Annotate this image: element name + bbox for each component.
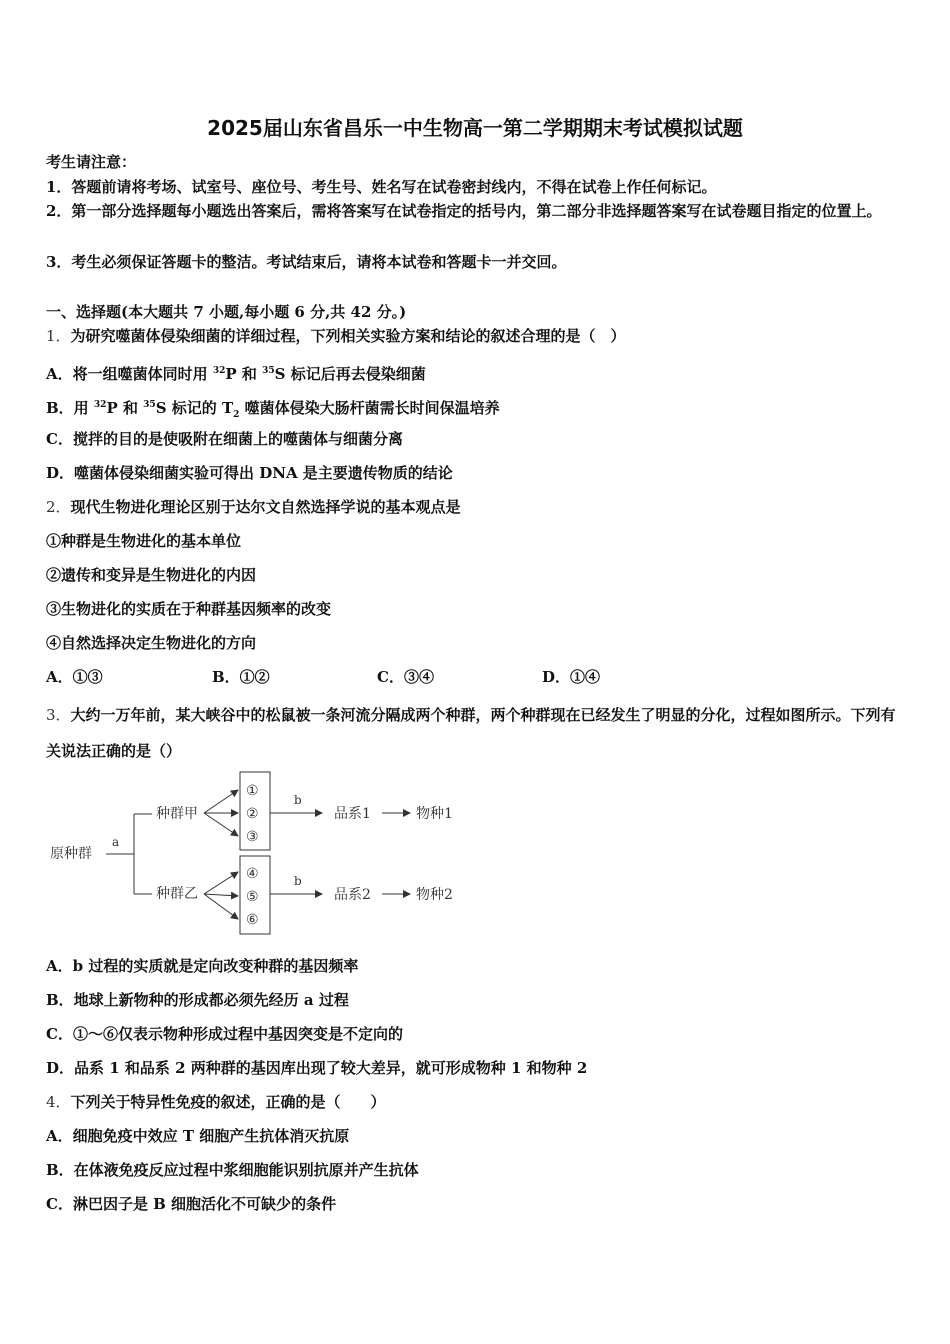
q2-item-3: ③生物进化的实质在于种群基因频率的改变	[46, 600, 332, 618]
q2-options	[46, 667, 600, 687]
question-1-stem	[46, 326, 626, 346]
q2-item-2: ②遗传和变异是生物进化的内因	[46, 566, 257, 584]
arrow	[204, 872, 238, 894]
notice-item-1: 1．答题前请将考场、试室号、座位号、考生号、姓名写在试卷密封线内，不得在试卷上作任何标记。	[46, 178, 717, 196]
arrow	[204, 894, 238, 896]
question-2-stem	[46, 497, 461, 517]
q3-option-d: D．品系 1 和品系 2 两种群的基因库出现了较大差异，就可形成物种 1 和物种 2	[46, 1059, 588, 1077]
question-number: 3．	[46, 706, 71, 724]
strain-1-label: 品系1	[334, 806, 371, 822]
notice-item-3: 3．考生必须保证答题卡的整洁。考试结束后，请将本试卷和答题卡一并交回。	[46, 253, 567, 271]
arrow	[204, 790, 238, 813]
q2-option-c: C．③④	[377, 668, 434, 686]
arrow	[204, 894, 238, 919]
variation-1: ①	[246, 783, 259, 799]
variation-6: ⑥	[246, 912, 259, 928]
q1-option-b: B．用 $^{32}$P 和 $^{35}$S 标记的 $T_2$ 噬菌体侵染大肠杆菌需长时间保温培养	[46, 399, 500, 420]
question-3-stem	[46, 697, 901, 769]
question-text: 为研究噬菌体侵染细菌的详细过程，下列相关实验方案和结论的叙述合理的是（ ）	[70, 327, 626, 345]
q2-option-a: A．①③	[46, 668, 103, 686]
q4-option-a: A．细胞免疫中效应 T 细胞产生抗体消灭抗原	[46, 1127, 350, 1145]
species-2-label: 物种2	[416, 887, 453, 903]
page-title: 2025届山东省昌乐一中生物高一第二学期期末考试模拟试题	[207, 116, 743, 140]
q1-option-d: D．噬菌体侵染细菌实验可得出 DNA 是主要遗传物质的结论	[46, 464, 453, 482]
question-4-stem	[46, 1092, 386, 1112]
q3-option-a: A．b 过程的实质就是定向改变种群的基因频率	[46, 957, 359, 975]
variation-4: ④	[246, 866, 259, 882]
process-a-label: a	[112, 835, 120, 849]
q1-option-c: C．搅拌的目的是使吸附在细菌上的噬菌体与细菌分离	[46, 430, 403, 448]
q4-option-c: C．淋巴因子是 B 细胞活化不可缺少的条件	[46, 1195, 337, 1213]
question-text: 现代生物进化理论区别于达尔文自然选择学说的基本观点是	[70, 498, 461, 516]
question-text: 大约一万年前，某大峡谷中的松鼠被一条河流分隔成两个种群，两个种群现在已经发生了明显的分化，过程如图所示。下列有关说法正确的是（）	[46, 706, 896, 760]
q3-option-b: B．地球上新物种的形成都必须先经历 a 过程	[46, 991, 349, 1009]
notice-item-2: 2．第一部分选择题每小题选出答案后，需将答案写在试卷指定的括号内，第二部分非选择题答案写在试卷题目指定的位置上。	[46, 202, 882, 220]
population-a-label: 种群甲	[156, 806, 198, 822]
q3-option-c: C．①～⑥仅表示物种形成过程中基因突变是不定向的	[46, 1025, 403, 1043]
origin-population-label: 原种群	[50, 846, 92, 862]
strain-2-label: 品系2	[334, 887, 371, 903]
question-text: 下列关于特异性免疫的叙述，正确的是（ ）	[70, 1093, 386, 1111]
question-number: 1．	[46, 327, 71, 345]
variation-2: ②	[246, 806, 259, 822]
question-number: 4．	[46, 1093, 71, 1111]
speciation-diagram	[46, 766, 476, 938]
section-heading: 一、选择题(本大题共 7 小题,每小题 6 分,共 42 分。)	[46, 303, 407, 321]
population-b-label: 种群乙	[156, 886, 198, 902]
q4-option-b: B．在体液免疫反应过程中浆细胞能识别抗原并产生抗体	[46, 1161, 419, 1179]
species-1-label: 物种1	[416, 806, 453, 822]
variation-5: ⑤	[246, 889, 259, 905]
q2-item-4: ④自然选择决定生物进化的方向	[46, 634, 257, 652]
notice-heading: 考生请注意：	[46, 153, 137, 171]
variation-3: ③	[246, 829, 259, 845]
q2-option-d: D．①④	[542, 668, 601, 686]
process-b-label: b	[294, 874, 302, 888]
question-number: 2．	[46, 498, 71, 516]
q2-option-b: B．①②	[212, 668, 270, 686]
q2-item-1: ①种群是生物进化的基本单位	[46, 532, 242, 550]
q1-option-a: A．将一组噬菌体同时用 $^{32}$P 和 $^{35}$S 标记后再去侵染细菌	[46, 365, 426, 383]
arrow	[204, 813, 238, 836]
process-b-label: b	[294, 793, 302, 807]
